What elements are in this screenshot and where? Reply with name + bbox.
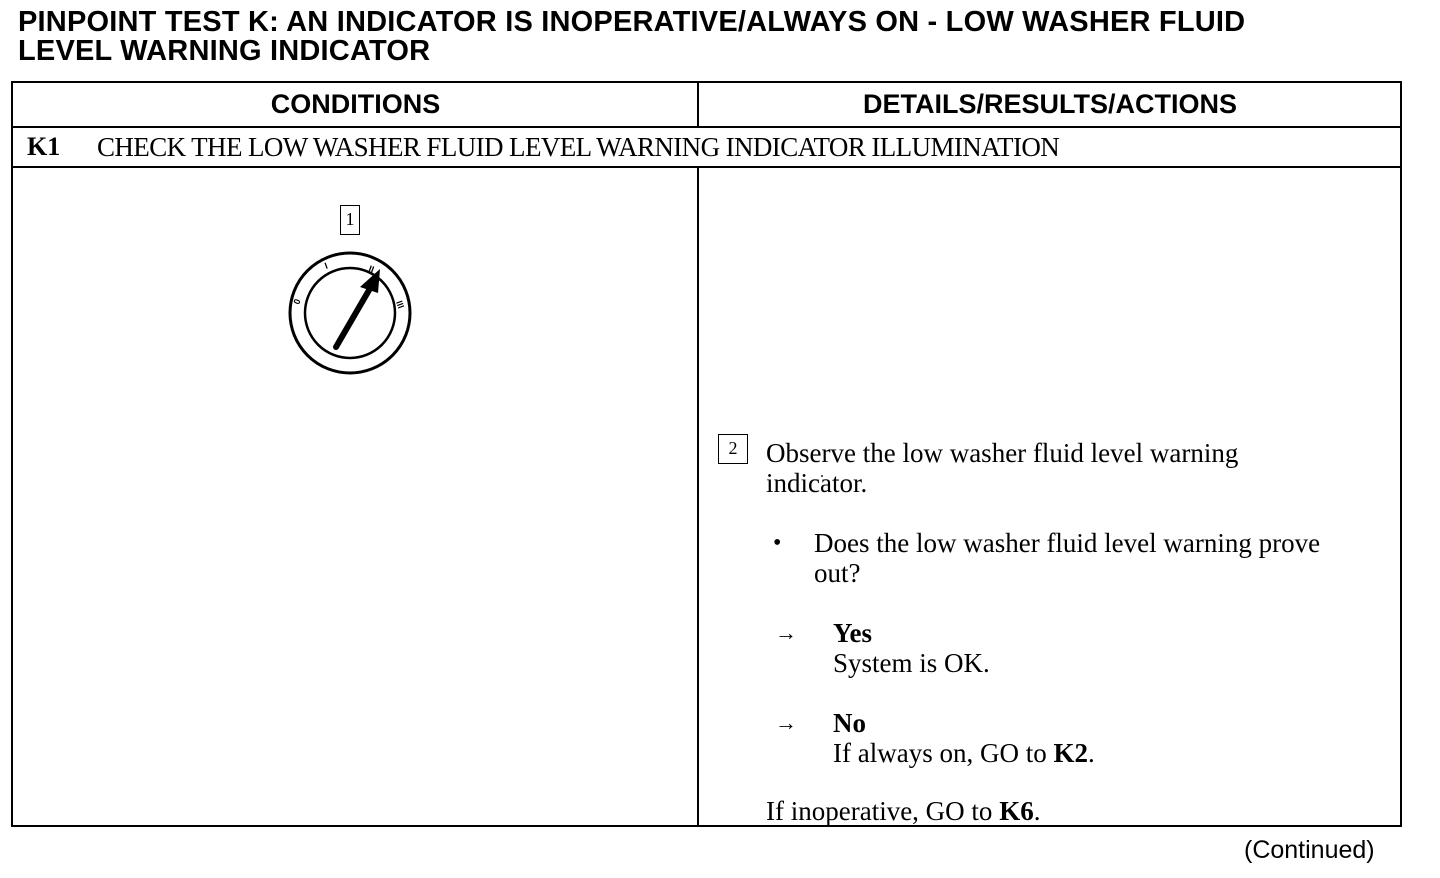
- instruction-text: [766, 438, 1238, 498]
- no-label: No: [833, 708, 866, 738]
- bullet-point: •: [773, 530, 782, 556]
- conditions-header: CONDITIONS: [270, 89, 441, 119]
- callout-box-2: 2: [718, 434, 748, 464]
- inoperative-prefix: If inoperative, GO to: [766, 796, 1000, 826]
- ignition-outer-ring: [290, 253, 410, 373]
- callout-box-1: 1: [340, 205, 360, 235]
- inoperative-action: [766, 796, 1040, 826]
- table-header-row: [13, 83, 1400, 128]
- ignition-position-0: 0: [291, 297, 303, 306]
- instruction-line-1: Observe the low washer fluid level warning: [766, 438, 1239, 468]
- question-text: [814, 528, 1320, 588]
- no-action-prefix: If always on, GO to: [833, 738, 1054, 768]
- instruction-line-2: indicator.: [766, 468, 868, 498]
- ignition-position-2: II: [367, 263, 376, 275]
- ignition-inner-ring: [305, 268, 395, 358]
- yes-result: [833, 618, 990, 678]
- step-id: K1: [27, 132, 61, 161]
- yes-action: System is OK.: [833, 648, 990, 678]
- no-action-suffix: .: [1087, 738, 1095, 768]
- body-column-divider: [697, 168, 699, 825]
- ignition-key-pointer: [336, 285, 372, 347]
- inoperative-target: K6: [999, 796, 1034, 826]
- step-title: CHECK THE LOW WASHER FLUID LEVEL WARNING INDICATOR ILLUMINATION: [97, 132, 1060, 162]
- page-title: [18, 8, 1418, 66]
- pinpoint-test-table: [11, 81, 1402, 827]
- continued-note: (Continued): [1244, 836, 1375, 864]
- header-column-divider: [697, 83, 699, 126]
- ignition-position-3: III: [394, 299, 407, 310]
- page-title-line-1: PINPOINT TEST K: AN INDICATOR IS INOPERATIVE/ALWAYS ON - LOW WASHER FLUID: [18, 6, 1246, 38]
- ignition-switch-diagram: [288, 247, 418, 377]
- question-line-2: out?: [814, 558, 861, 588]
- no-action-target: K2: [1053, 738, 1088, 768]
- no-action: [833, 738, 1095, 768]
- yes-arrow-icon: →: [775, 620, 797, 645]
- no-result: [833, 708, 1095, 768]
- no-arrow-icon: →: [775, 710, 797, 735]
- page-title-line-2: LEVEL WARNING INDICATOR: [18, 35, 431, 67]
- ignition-position-1: I: [323, 260, 330, 271]
- details-header: DETAILS/RESULTS/ACTIONS: [862, 89, 1237, 119]
- step-row: [13, 128, 1400, 168]
- yes-label: Yes: [833, 618, 872, 648]
- inoperative-suffix: .: [1033, 796, 1041, 826]
- question-line-1: Does the low washer fluid level warning prove: [814, 528, 1321, 558]
